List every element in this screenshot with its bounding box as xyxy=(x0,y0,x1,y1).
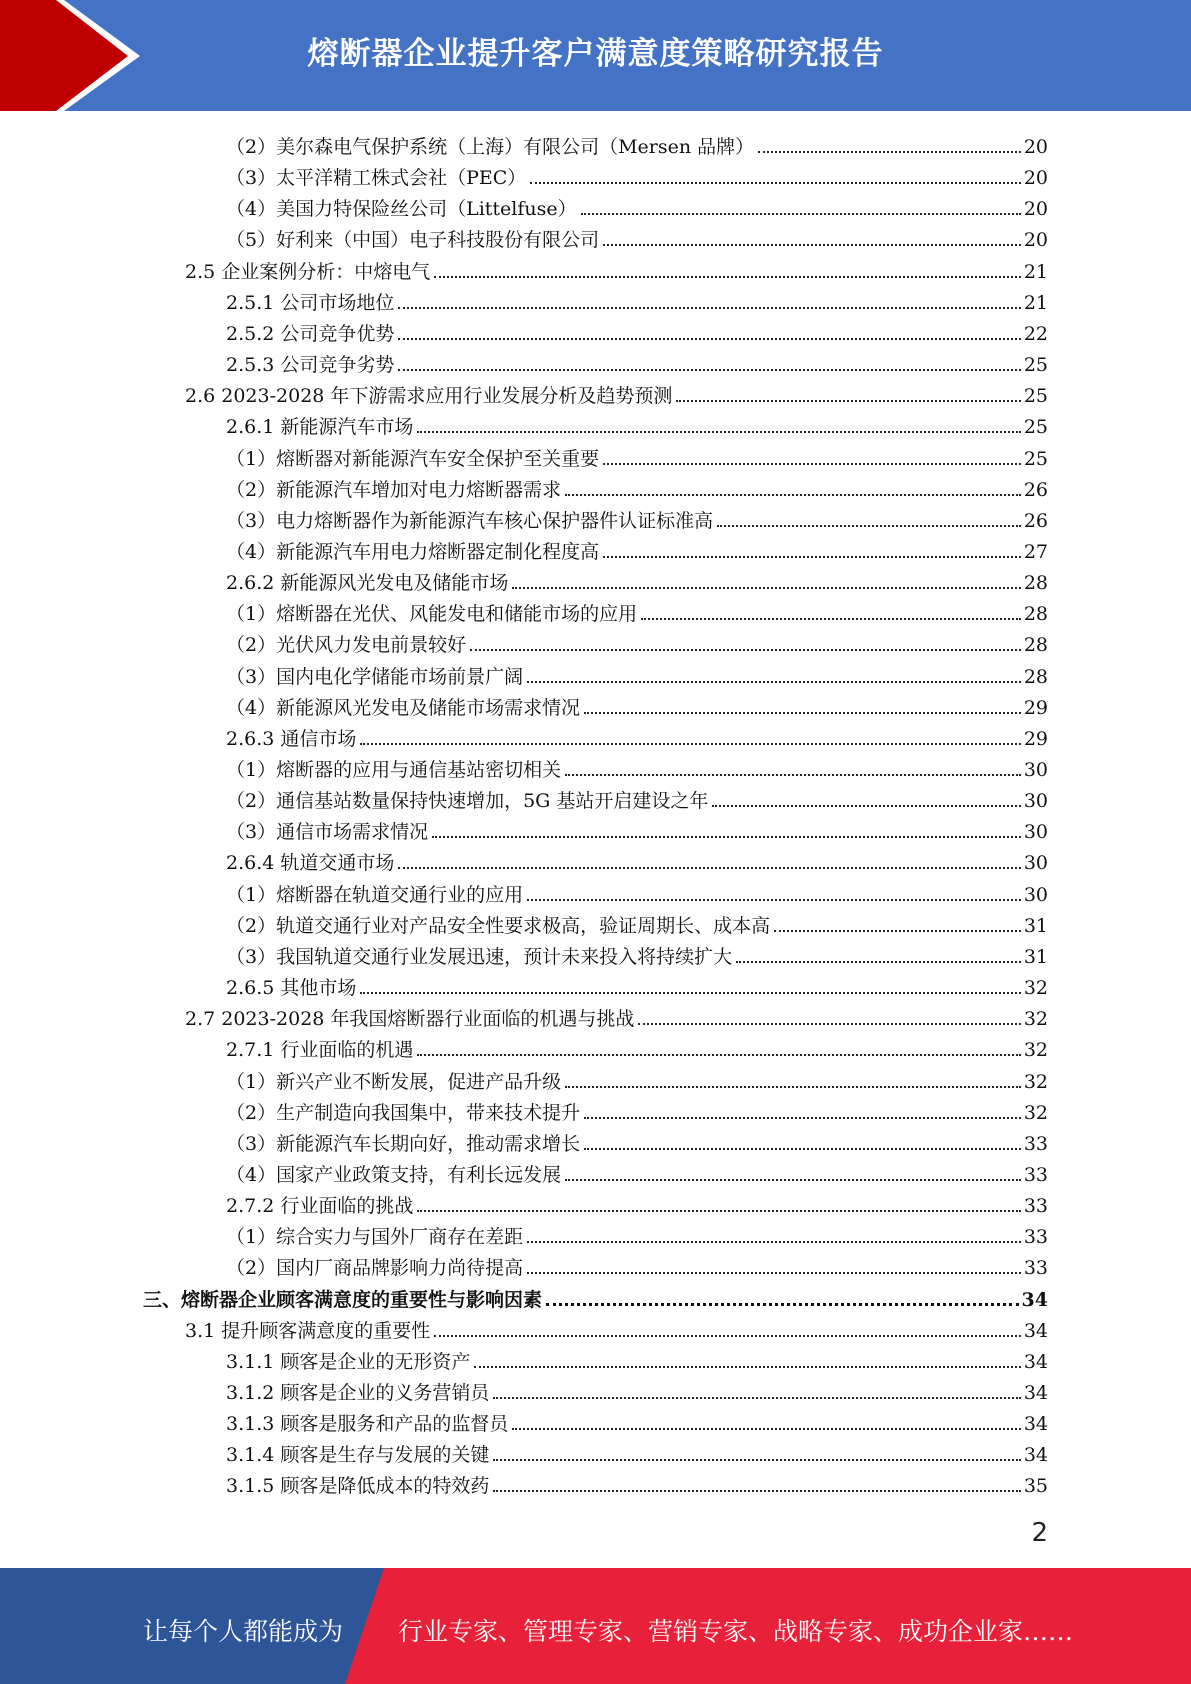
toc-leader-dots xyxy=(603,556,1021,558)
toc-entry-page: 34 xyxy=(1023,1382,1048,1404)
toc-leader-dots xyxy=(603,244,1021,246)
toc-leader-dots xyxy=(530,182,1021,184)
toc-entry[interactable] xyxy=(226,1187,1048,1218)
toc-entry-page: 34 xyxy=(1021,1288,1048,1311)
toc-entry-title: 2.6.2 新能源风光发电及储能市场 xyxy=(226,572,509,595)
toc-leader-dots xyxy=(638,1023,1020,1025)
toc-entry-title: （2）轨道交通行业对产品安全性要求极高，验证周期长、成本高 xyxy=(226,914,771,937)
page-header xyxy=(0,0,1191,111)
toc-entry[interactable] xyxy=(226,408,1048,439)
toc-entry-page: 33 xyxy=(1023,1163,1048,1186)
toc-entry-page: 31 xyxy=(1023,945,1048,968)
toc-leader-dots xyxy=(360,743,1020,745)
toc-leader-dots xyxy=(546,1303,1019,1306)
toc-leader-dots xyxy=(736,961,1021,963)
toc-leader-dots xyxy=(565,1086,1021,1088)
toc-entry-page: 28 xyxy=(1023,603,1048,626)
toc-entry[interactable] xyxy=(226,1343,1048,1374)
toc-entry-title: （4）新能源风光发电及储能市场需求情况 xyxy=(226,696,581,719)
toc-entry[interactable] xyxy=(226,720,1048,751)
toc-leader-dots xyxy=(398,307,1020,309)
toc-leader-dots xyxy=(527,1241,1021,1243)
toc-entry-title: 2.5.3 公司竞争劣势 xyxy=(226,354,395,377)
toc-entry-page: 28 xyxy=(1023,572,1048,595)
toc-leader-dots xyxy=(512,587,1020,589)
toc-entry-title: 2.7 2023-2028 年我国熔断器行业面临的机遇与挑战 xyxy=(185,1008,635,1031)
toc-entry-page: 33 xyxy=(1023,1132,1048,1155)
toc-leader-dots xyxy=(584,1148,1021,1150)
toc-entry[interactable] xyxy=(226,595,1048,626)
toc-leader-dots xyxy=(565,1179,1021,1181)
toc-entry-page: 31 xyxy=(1023,914,1048,937)
toc-entry[interactable] xyxy=(226,1374,1048,1405)
toc-leader-dots xyxy=(774,930,1021,932)
toc-entry-page: 20 xyxy=(1023,136,1048,158)
toc-leader-dots xyxy=(474,1366,1020,1368)
toc-entry-title: （3）电力熔断器作为新能源汽车核心保护器件认证标准高 xyxy=(226,509,714,532)
toc-entry-title: （4）新能源汽车用电力熔断器定制化程度高 xyxy=(226,540,600,563)
toc-entry-page: 21 xyxy=(1023,260,1048,283)
toc-entry[interactable] xyxy=(226,1467,1048,1498)
toc-entry-page: 30 xyxy=(1023,821,1048,844)
toc-entry[interactable] xyxy=(143,1281,1048,1312)
toc-entry-page: 28 xyxy=(1023,665,1048,688)
toc-leader-dots xyxy=(758,151,1021,153)
toc-entry[interactable] xyxy=(185,1312,1048,1343)
toc-entry-page: 30 xyxy=(1023,852,1048,875)
toc-entry-title: 2.7.2 行业面临的挑战 xyxy=(226,1195,414,1218)
toc-entry[interactable] xyxy=(226,440,1048,471)
toc-leader-dots xyxy=(512,1428,1020,1430)
toc-entry-page: 32 xyxy=(1023,1101,1048,1124)
toc-entry[interactable] xyxy=(226,969,1048,1000)
toc-entry-page: 20 xyxy=(1023,198,1048,221)
toc-entry[interactable] xyxy=(226,471,1048,502)
toc-entry-title: （3）太平洋精工株式会社（PEC） xyxy=(226,167,527,190)
toc-leader-dots xyxy=(527,681,1021,683)
toc-entry-page: 20 xyxy=(1023,167,1048,190)
toc-entry-page: 34 xyxy=(1023,1413,1048,1436)
toc-entry-title: 3.1.5 顾客是降低成本的特效药 xyxy=(226,1475,490,1498)
toc-entry-title: （5）好利来（中国）电子科技股份有限公司 xyxy=(226,229,600,252)
toc-entry[interactable] xyxy=(226,221,1048,252)
toc-leader-dots xyxy=(603,463,1021,465)
toc-entry-title: 2.6.5 其他市场 xyxy=(226,977,357,1000)
toc-entry-page: 32 xyxy=(1023,977,1048,1000)
toc-entry-page: 27 xyxy=(1023,540,1048,563)
toc-entry-title: 2.5 企业案例分析：中熔电气 xyxy=(185,260,431,283)
footer-slogan-left: 让每个人都能成为 xyxy=(143,1617,344,1646)
toc-entry-page: 35 xyxy=(1023,1475,1048,1498)
toc-entry[interactable] xyxy=(226,1436,1048,1467)
toc-leader-dots xyxy=(676,400,1020,402)
toc-entry-title: 2.5.1 公司市场地位 xyxy=(226,291,395,314)
toc-leader-dots xyxy=(434,1335,1021,1337)
toc-leader-dots xyxy=(493,1459,1020,1461)
toc-entry[interactable] xyxy=(226,346,1048,377)
toc-entry-page: 34 xyxy=(1023,1350,1048,1373)
toc-entry[interactable] xyxy=(226,190,1048,221)
report-title: 熔断器企业提升客户满意度策略研究报告 xyxy=(307,36,884,72)
toc-entry[interactable] xyxy=(226,128,1048,159)
toc-entry-page: 34 xyxy=(1023,1444,1048,1467)
toc-entry-title: 3.1.3 顾客是服务和产品的监督员 xyxy=(226,1413,509,1436)
toc-entry-page: 30 xyxy=(1023,790,1048,813)
toc-entry[interactable] xyxy=(226,159,1048,190)
toc-entry[interactable] xyxy=(185,1000,1048,1031)
toc-entry-title: 2.5.2 公司竞争优势 xyxy=(226,322,395,345)
toc-entry[interactable] xyxy=(226,1094,1048,1125)
toc-entry[interactable] xyxy=(226,315,1048,346)
toc-leader-dots xyxy=(584,1117,1021,1119)
toc-entry-page: 30 xyxy=(1023,883,1048,906)
toc-entry[interactable] xyxy=(226,689,1048,720)
toc-entry-title: （2）光伏风力发电前景较好 xyxy=(226,634,467,657)
toc-entry-page: 32 xyxy=(1023,1008,1048,1031)
toc-entry-title: （4）国家产业政策支持，有利长远发展 xyxy=(226,1163,562,1186)
toc-entry-title: （1）熔断器的应用与通信基站密切相关 xyxy=(226,759,562,781)
toc-entry-title: （3）新能源汽车长期向好，推动需求增长 xyxy=(226,1132,581,1155)
toc-entry-title: 3.1 提升顾客满意度的重要性 xyxy=(185,1319,431,1342)
toc-entry[interactable] xyxy=(226,502,1048,533)
toc-entry[interactable] xyxy=(185,377,1048,408)
toc-entry-title: （2）国内厂商品牌影响力尚待提高 xyxy=(226,1257,524,1280)
page-number: 2 xyxy=(1031,1518,1048,1548)
toc-entry-title: 3.1.1 顾客是企业的无形资产 xyxy=(226,1350,471,1373)
toc-leader-dots xyxy=(432,836,1021,838)
toc-entry[interactable] xyxy=(226,1063,1048,1094)
toc-entry-title: 2.6.3 通信市场 xyxy=(226,727,357,750)
toc-leader-dots xyxy=(417,1054,1020,1056)
toc-leader-dots xyxy=(417,431,1020,433)
toc-entry-page: 33 xyxy=(1023,1195,1048,1218)
toc-entry-title: （3）我国轨道交通行业发展迅速，预计未来投入将持续扩大 xyxy=(226,945,733,968)
toc-entry-page: 33 xyxy=(1023,1226,1048,1249)
toc-leader-dots xyxy=(527,1272,1021,1274)
toc-entry[interactable] xyxy=(226,284,1048,315)
toc-leader-dots xyxy=(565,774,1021,776)
toc-leader-dots xyxy=(584,712,1021,714)
toc-entry[interactable] xyxy=(226,844,1048,875)
toc-leader-dots xyxy=(493,1397,1020,1399)
toc-leader-dots xyxy=(641,618,1021,620)
toc-entry-title: （2）美尔森电气保护系统（上海）有限公司（Mersen 品牌） xyxy=(226,136,755,158)
toc-entry[interactable] xyxy=(226,876,1048,907)
toc-leader-dots xyxy=(398,369,1020,371)
toc-entry-page: 28 xyxy=(1023,634,1048,657)
toc-leader-dots xyxy=(398,867,1020,869)
toc-leader-dots xyxy=(717,525,1021,527)
toc-entry-title: （2）生产制造向我国集中，带来技术提升 xyxy=(226,1101,581,1124)
toc-entry-title: 2.6 2023-2028 年下游需求应用行业发展分析及趋势预测 xyxy=(185,385,673,408)
footer-slogan-right: 行业专家、管理专家、营销专家、战略专家、成功企业家…… xyxy=(398,1617,1074,1646)
toc-leader-dots xyxy=(470,649,1021,651)
toc-entry-title: 3.1.4 顾客是生存与发展的关键 xyxy=(226,1444,490,1467)
toc-entry-title: 2.7.1 行业面临的机遇 xyxy=(226,1039,414,1062)
toc-entry-title: （1）熔断器在轨道交通行业的应用 xyxy=(226,883,524,906)
toc-entry[interactable] xyxy=(226,1156,1048,1187)
toc-entry-title: （1）熔断器在光伏、风能发电和储能市场的应用 xyxy=(226,603,638,626)
toc-leader-dots xyxy=(565,494,1021,496)
toc-entry-title: （1）熔断器对新能源汽车安全保护至关重要 xyxy=(226,447,600,470)
toc-entry-page: 33 xyxy=(1023,1257,1048,1280)
toc-entry-page: 29 xyxy=(1023,727,1048,750)
toc-entry[interactable] xyxy=(226,1031,1048,1062)
toc-leader-dots xyxy=(581,213,1021,215)
toc-entry[interactable] xyxy=(226,782,1048,813)
toc-leader-dots xyxy=(360,992,1020,994)
toc-entry-title: 2.6.4 轨道交通市场 xyxy=(226,852,395,875)
toc-entry[interactable] xyxy=(226,1218,1048,1249)
toc-entry-page: 25 xyxy=(1023,416,1048,439)
toc-entry[interactable] xyxy=(226,626,1048,657)
toc-entry-page: 32 xyxy=(1023,1070,1048,1093)
toc-entry[interactable] xyxy=(226,1125,1048,1156)
toc-entry[interactable] xyxy=(226,751,1048,782)
toc-entry-page: 25 xyxy=(1023,447,1048,470)
toc-leader-dots xyxy=(493,1490,1020,1492)
toc-entry-title: （3）通信市场需求情况 xyxy=(226,821,429,844)
toc-entry-page: 26 xyxy=(1023,509,1048,532)
toc-leader-dots xyxy=(398,338,1020,340)
toc-entry-page: 30 xyxy=(1023,759,1048,781)
toc-entry[interactable] xyxy=(226,533,1048,564)
toc-entry[interactable] xyxy=(226,813,1048,844)
toc-entry[interactable] xyxy=(185,253,1048,284)
toc-entry-page: 32 xyxy=(1023,1039,1048,1062)
toc-leader-dots xyxy=(712,805,1020,807)
toc-leader-dots xyxy=(434,276,1021,278)
toc-entry-page: 26 xyxy=(1023,478,1048,501)
toc-entry-title: （2）新能源汽车增加对电力熔断器需求 xyxy=(226,478,562,501)
toc-entry-page: 34 xyxy=(1023,1319,1048,1342)
toc-entry-title: （4）美国力特保险丝公司（Littelfuse） xyxy=(226,198,577,221)
toc-entry[interactable] xyxy=(226,907,1048,938)
toc-entry-title: 2.6.1 新能源汽车市场 xyxy=(226,416,414,439)
toc-entry[interactable] xyxy=(226,1249,1048,1280)
toc-entry-page: 21 xyxy=(1023,291,1048,314)
toc-entry-page: 29 xyxy=(1023,696,1048,719)
toc-leader-dots xyxy=(417,1210,1020,1212)
toc-entry-page: 25 xyxy=(1023,385,1048,408)
toc-entry-page: 25 xyxy=(1023,354,1048,377)
toc-entry[interactable] xyxy=(226,938,1048,969)
toc-entry-title: （3）国内电化学储能市场前景广阔 xyxy=(226,665,524,688)
toc-entry[interactable] xyxy=(226,1405,1048,1436)
toc-entry-title: （2）通信基站数量保持快速增加，5G 基站开启建设之年 xyxy=(226,790,709,813)
toc-entry[interactable] xyxy=(226,658,1048,689)
toc-entry-title: 3.1.2 顾客是企业的义务营销员 xyxy=(226,1382,490,1404)
toc-entry[interactable] xyxy=(226,564,1048,595)
page-footer xyxy=(0,1568,1191,1684)
toc-entry-title: （1）新兴产业不断发展，促进产品升级 xyxy=(226,1070,562,1093)
toc-entry-title: 三、熔断器企业顾客满意度的重要性与影响因素 xyxy=(143,1288,543,1311)
toc-leader-dots xyxy=(527,899,1021,901)
toc-entry-title: （1）综合实力与国外厂商存在差距 xyxy=(226,1226,524,1249)
toc-entry-page: 20 xyxy=(1023,229,1048,252)
toc-entry-page: 22 xyxy=(1023,322,1048,345)
